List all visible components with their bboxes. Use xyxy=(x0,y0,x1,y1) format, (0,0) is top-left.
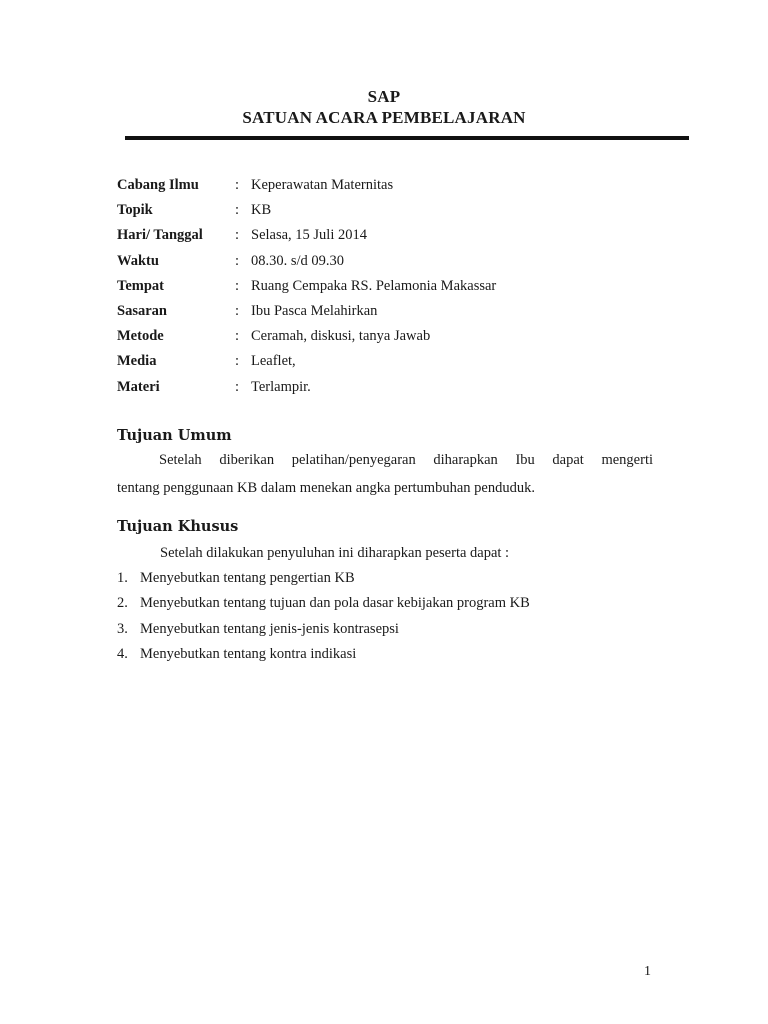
info-label: Hari/ Tanggal xyxy=(117,227,203,244)
list-number: 4. xyxy=(117,646,128,663)
info-value: Selasa, 15 Juli 2014 xyxy=(251,227,367,244)
document-subtitle: SATUAN ACARA PEMBELAJARAN xyxy=(242,108,526,127)
info-row xyxy=(117,223,677,248)
list-item xyxy=(117,566,530,591)
list-number: 3. xyxy=(117,620,128,637)
paragraph-line: tentang penggunaan KB dalam menekan angka pertumbuhan penduduk. xyxy=(117,480,535,496)
paragraph-line xyxy=(117,446,653,474)
title-divider xyxy=(125,136,689,140)
info-colon: : xyxy=(235,328,240,345)
info-label: Cabang Ilmu xyxy=(117,177,199,194)
tujuan-khusus-heading: Tujuan Khusus xyxy=(117,518,239,535)
info-value: Terlampir. xyxy=(251,378,311,395)
list-text: Menyebutkan tentang pengertian KB xyxy=(140,570,355,587)
page-number: 1 xyxy=(644,964,651,979)
info-label: Media xyxy=(117,353,157,370)
list-number: 1. xyxy=(117,570,128,587)
info-row xyxy=(117,324,677,349)
info-table xyxy=(117,173,677,400)
tujuan-khusus-intro: Setelah dilakukan penyuluhan ini diharapkan peserta dapat : xyxy=(160,545,510,561)
tujuan-khusus-list xyxy=(117,566,530,667)
info-colon: : xyxy=(235,303,240,320)
info-row xyxy=(117,349,677,374)
list-item xyxy=(117,617,530,642)
info-row xyxy=(117,249,677,274)
info-value: Ruang Cempaka RS. Pelamonia Makassar xyxy=(251,277,497,294)
list-text: Menyebutkan tentang kontra indikasi xyxy=(140,646,357,663)
info-colon: : xyxy=(235,378,240,395)
list-number: 2. xyxy=(117,595,128,612)
info-colon: : xyxy=(235,277,240,294)
info-colon: : xyxy=(235,353,240,370)
info-value: Keperawatan Maternitas xyxy=(251,177,394,194)
info-value: 08.30. s/d 09.30 xyxy=(251,252,345,269)
info-label: Metode xyxy=(117,328,164,345)
list-item xyxy=(117,642,530,667)
tujuan-umum-heading: Tujuan Umum xyxy=(117,427,232,444)
list-text: Menyebutkan tentang jenis-jenis kontrasepsi xyxy=(140,620,399,637)
list-text: Menyebutkan tentang tujuan dan pola dasar kebijakan program KB xyxy=(140,595,530,612)
info-colon: : xyxy=(235,252,240,269)
title-block xyxy=(0,86,768,128)
info-value: KB xyxy=(251,202,272,219)
info-row xyxy=(117,274,677,299)
paragraph-text: Setelah diberikan pelatihan/penyegaran diharapkan Ibu dapat mengerti xyxy=(159,452,653,468)
info-colon: : xyxy=(235,202,240,219)
tujuan-umum-paragraph xyxy=(117,446,653,502)
info-row xyxy=(117,375,677,400)
info-row xyxy=(117,299,677,324)
info-row xyxy=(117,173,677,198)
info-label: Materi xyxy=(117,378,160,395)
document-title: SAP xyxy=(367,87,401,106)
info-value: Ceramah, diskusi, tanya Jawab xyxy=(251,328,431,345)
info-label: Tempat xyxy=(117,277,164,294)
info-colon: : xyxy=(235,177,240,194)
info-value: Leaflet, xyxy=(251,353,296,370)
info-colon: : xyxy=(235,227,240,244)
info-label: Sasaran xyxy=(117,303,167,320)
info-label: Topik xyxy=(117,202,153,219)
info-value: Ibu Pasca Melahirkan xyxy=(251,303,378,320)
info-label: Waktu xyxy=(117,252,159,269)
list-item xyxy=(117,591,530,616)
info-row xyxy=(117,198,677,223)
